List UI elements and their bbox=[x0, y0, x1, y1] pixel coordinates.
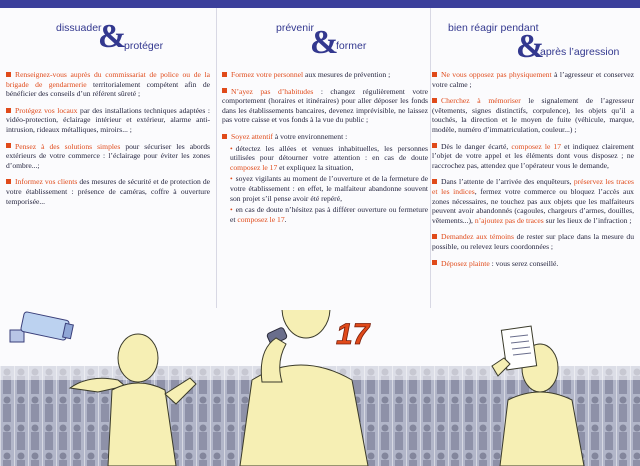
column-heading bbox=[6, 10, 210, 62]
heading-word-1: bien réagir pendant bbox=[448, 22, 539, 34]
advice-paragraph: Protégez vos locaux par des installations techniques adaptées : vidéo-protection, éclairage intérieur et extérieur, alarme anti-intrusion, rideaux métalliques, miroirs... ; bbox=[6, 105, 211, 134]
advice-paragraph: Dans l’attente de l’arrivée des enquêteurs, préservez les traces et les indices, fermez votre commerce ou bloquez l’accès aux zones nécessaires, ne touchez pas aux objets que les malfaiteurs peuvent avoir abandonnés (cagoules, chargeurs d’armes, douilles, vêtements...), n’ajoutez pas de traces sur les lieux de l’infraction ; bbox=[432, 177, 635, 225]
sub-bullet-item: • en cas de doute n’hésitez pas à différer ouverture ou fermeture et composez le 17. bbox=[230, 205, 428, 224]
square-bullet-icon bbox=[432, 234, 437, 239]
column-heading bbox=[222, 10, 428, 62]
fold-line bbox=[430, 8, 431, 308]
advice-paragraph: Demandez aux témoins de rester sur place dans la mesure du possible, ou relevez leurs coordonnées ; bbox=[432, 232, 634, 251]
sub-bullet-item: • soyez vigilants au moment de l’ouverture et de la fermeture de votre établissement : en effet, le malfaiteur abandonne souvent son projet s’il pense avoir été repéré, bbox=[230, 174, 428, 203]
top-band bbox=[0, 0, 640, 8]
square-bullet-icon bbox=[432, 179, 437, 184]
column-dissuader-proteger bbox=[6, 10, 210, 310]
ampersand: & bbox=[516, 28, 545, 65]
sub-bullet-item: • détectez les allées et venues inhabituelles, les personnes utilisées pour détourner votre attention : en cas de doute composez le 17 et expliquez la situation, bbox=[230, 143, 428, 172]
fold-line bbox=[216, 8, 217, 308]
illustration bbox=[0, 310, 640, 466]
ampersand: & bbox=[98, 18, 127, 55]
square-bullet-icon bbox=[6, 72, 11, 77]
advice-paragraph: Dès le danger écarté, composez le 17 et indiquez clairement l’objet de votre appel et les éléments dont vous disposez ; ne raccrochez pas, attendez que l’opérateur vous le demande, bbox=[432, 141, 634, 170]
camera-icon bbox=[10, 311, 73, 342]
advice-paragraph: Ne vous opposez pas physiquement à l’agresseur et conservez votre calme ; bbox=[432, 70, 634, 89]
square-bullet-icon bbox=[432, 72, 437, 77]
square-bullet-icon bbox=[222, 134, 227, 139]
heading-word-2: après l’agression bbox=[540, 46, 620, 58]
advice-paragraph: Formez votre personnel aux mesures de prévention ; bbox=[222, 70, 428, 80]
square-bullet-icon bbox=[6, 143, 11, 148]
illustration-band bbox=[0, 310, 640, 466]
advice-paragraph: N’ayez pas d’habitudes : changez régulièrement votre comportement (horaires et itinéraires) pour aller déposer les fonds dans les établissements bancaires, devenez imprévisible, ne laissez pas votre caisse et vos fonds à la vue du public ; bbox=[222, 86, 428, 125]
ampersand: & bbox=[310, 24, 339, 61]
column-heading bbox=[432, 10, 634, 65]
advice-paragraph: Déposez plainte : vous serez conseillé. bbox=[432, 259, 634, 269]
column-bien-reagir bbox=[432, 10, 634, 310]
square-bullet-icon bbox=[222, 72, 227, 77]
advice-paragraph: Renseignez-vous auprès du commissariat de police ou de la brigade de gendarmerie territorialement compétent afin de bénéficier des conseils d’un référent sûreté ; bbox=[6, 70, 210, 99]
advice-paragraph: Pensez à des solutions simples pour sécuriser les abords extérieurs de votre commerce : l’éclairage pour éviter les zones d’ombre...; bbox=[6, 141, 210, 170]
column-prevenir-former bbox=[222, 10, 428, 310]
square-bullet-icon bbox=[6, 179, 11, 184]
advice-paragraph: Cherchez à mémoriser le signalement de l’agresseur (vêtements, signes distinctifs, corpulence), les objets qu’il a touchés, la direction et le moyen de fuite (véhicule, marque, modèle, numéro d’immatriculation, couleur...) ; bbox=[432, 96, 635, 134]
advice-paragraph: Informez vos clients des mesures de sécurité et de protection de votre établissement : présence de caméras, coffre à ouverture temporisée... bbox=[6, 177, 210, 206]
heading-word-2: protéger bbox=[124, 40, 164, 52]
square-bullet-icon bbox=[432, 143, 437, 148]
heading-word-2: former bbox=[336, 40, 367, 52]
square-bullet-icon bbox=[432, 260, 437, 265]
heading-word-1: prévenir bbox=[276, 22, 314, 34]
emergency-number: 17 bbox=[336, 318, 370, 351]
square-bullet-icon bbox=[222, 88, 227, 93]
square-bullet-icon bbox=[6, 108, 11, 113]
square-bullet-icon bbox=[432, 98, 437, 103]
advice-paragraph: Soyez attentif à votre environnement : bbox=[222, 132, 428, 142]
heading-word-1: dissuader bbox=[56, 22, 102, 34]
